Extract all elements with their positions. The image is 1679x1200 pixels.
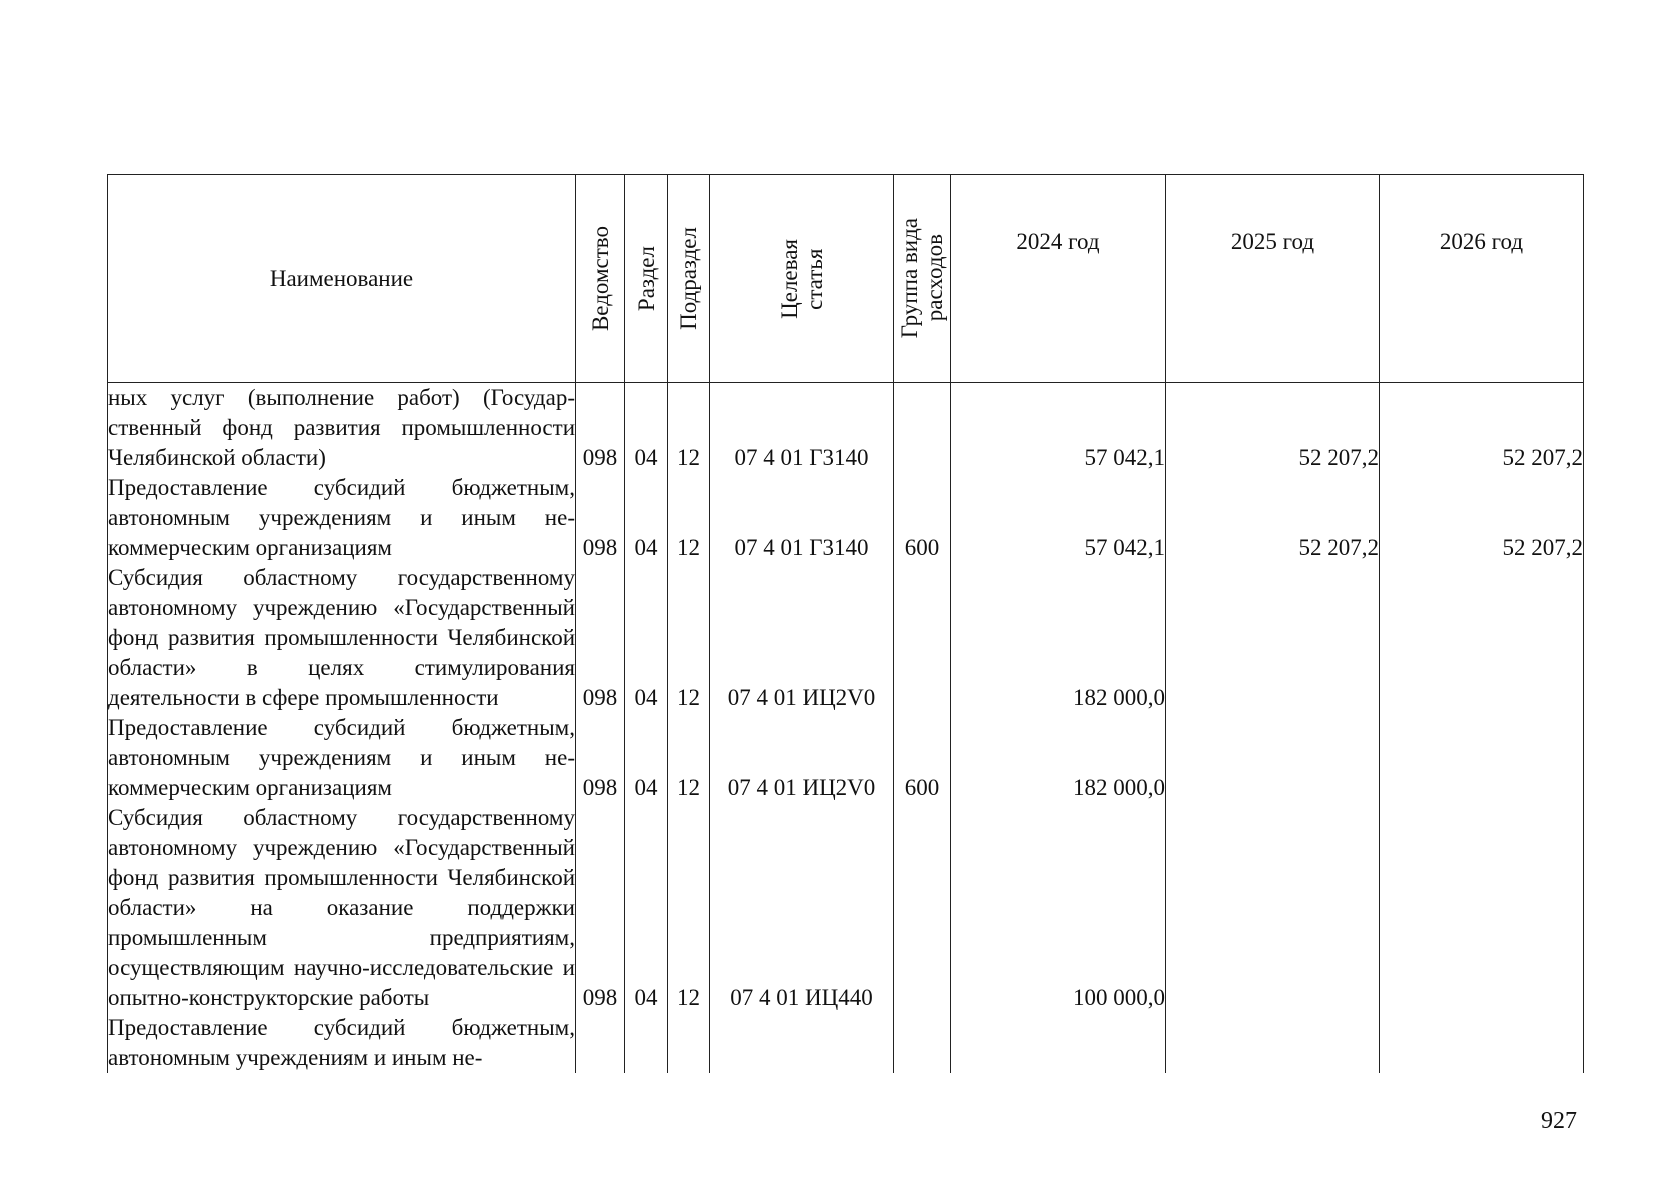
row-2024: 182 000,0 bbox=[951, 713, 1166, 803]
row-2026 bbox=[1380, 803, 1584, 1013]
row-2024: 57 042,1 bbox=[951, 383, 1166, 474]
row-subsection: 12 bbox=[668, 563, 710, 713]
row-exp bbox=[894, 383, 951, 474]
row-name: Предоставление субсидий бюджетным, автономным учреждениям и иным некоммерческим организациям bbox=[108, 713, 576, 803]
row-2024 bbox=[951, 1013, 1166, 1073]
row-section: 04 bbox=[625, 473, 668, 563]
row-name: Субсидия областному государственному автономному учреждению «Государственный фонд развития промышленности Челябинской области» на оказание поддержки промышленным предприятиям, осуществляющим научно-исследовательские и опытно-конструкторские работы bbox=[108, 803, 576, 1013]
row-2024: 182 000,0 bbox=[951, 563, 1166, 713]
table-row bbox=[108, 563, 1584, 713]
row-2024: 57 042,1 bbox=[951, 473, 1166, 563]
row-section: 04 bbox=[625, 803, 668, 1013]
row-dept bbox=[576, 1013, 625, 1073]
row-target: 07 4 01 ИЦ440 bbox=[710, 803, 894, 1013]
row-target bbox=[710, 1013, 894, 1073]
row-name: Предоставление субсидий бюджетным, автономным учреждениям и иным некоммерческим организациям bbox=[108, 473, 576, 563]
row-dept: 098 bbox=[576, 803, 625, 1013]
row-dept: 098 bbox=[576, 563, 625, 713]
row-name: ных услуг (выполнение работ) (Государственный фонд развития промышленности Челябинской области) bbox=[108, 383, 576, 474]
header-dept: Ведомство bbox=[576, 175, 625, 383]
table-row bbox=[108, 473, 1584, 563]
row-dept: 098 bbox=[576, 383, 625, 474]
row-subsection: 12 bbox=[668, 473, 710, 563]
row-target: 07 4 01 ИЦ2V0 bbox=[710, 563, 894, 713]
row-section: 04 bbox=[625, 713, 668, 803]
row-section bbox=[625, 1013, 668, 1073]
row-2025 bbox=[1166, 563, 1380, 713]
row-subsection: 12 bbox=[668, 383, 710, 474]
row-2025 bbox=[1166, 803, 1380, 1013]
table-row bbox=[108, 713, 1584, 803]
page-number: 927 bbox=[1541, 1108, 1577, 1134]
row-exp bbox=[894, 1013, 951, 1073]
row-subsection: 12 bbox=[668, 803, 710, 1013]
row-2026: 52 207,2 bbox=[1380, 383, 1584, 474]
table-row bbox=[108, 383, 1584, 474]
row-target: 07 4 01 Г3140 bbox=[710, 473, 894, 563]
row-2025: 52 207,2 bbox=[1166, 473, 1380, 563]
header-section: Раздел bbox=[625, 175, 668, 383]
row-2025 bbox=[1166, 1013, 1380, 1073]
header-2024: 2024 год bbox=[951, 175, 1166, 383]
header-2025: 2025 год bbox=[1166, 175, 1380, 383]
row-2026 bbox=[1380, 1013, 1584, 1073]
row-name: Субсидия областному государственному автономному учреждению «Государственный фонд развития промышленности Челябинской области» в целях стимулирования деятельности в сфере промышленности bbox=[108, 563, 576, 713]
row-subsection: 12 bbox=[668, 713, 710, 803]
header-subsection: Подраздел bbox=[668, 175, 710, 383]
row-target: 07 4 01 ИЦ2V0 bbox=[710, 713, 894, 803]
row-exp bbox=[894, 803, 951, 1013]
table-row bbox=[108, 1013, 1584, 1073]
row-section: 04 bbox=[625, 383, 668, 474]
budget-table bbox=[107, 174, 1584, 1073]
table-header-row bbox=[108, 175, 1584, 383]
row-dept: 098 bbox=[576, 473, 625, 563]
header-name: Наименование bbox=[108, 175, 576, 383]
row-exp bbox=[894, 563, 951, 713]
table-row bbox=[108, 803, 1584, 1013]
header-2026: 2026 год bbox=[1380, 175, 1584, 383]
row-2026 bbox=[1380, 563, 1584, 713]
row-dept: 098 bbox=[576, 713, 625, 803]
row-exp: 600 bbox=[894, 713, 951, 803]
header-target: Целевая статья bbox=[710, 175, 894, 383]
row-2026 bbox=[1380, 713, 1584, 803]
row-subsection bbox=[668, 1013, 710, 1073]
row-2025 bbox=[1166, 713, 1380, 803]
row-exp: 600 bbox=[894, 473, 951, 563]
row-target: 07 4 01 Г3140 bbox=[710, 383, 894, 474]
row-section: 04 bbox=[625, 563, 668, 713]
row-name: Предоставление субсидий бюджетным, автономным учреждениям и иным не- bbox=[108, 1013, 576, 1073]
header-exp: Группа вида расходов bbox=[894, 175, 951, 383]
row-2025: 52 207,2 bbox=[1166, 383, 1380, 474]
row-2026: 52 207,2 bbox=[1380, 473, 1584, 563]
row-2024: 100 000,0 bbox=[951, 803, 1166, 1013]
